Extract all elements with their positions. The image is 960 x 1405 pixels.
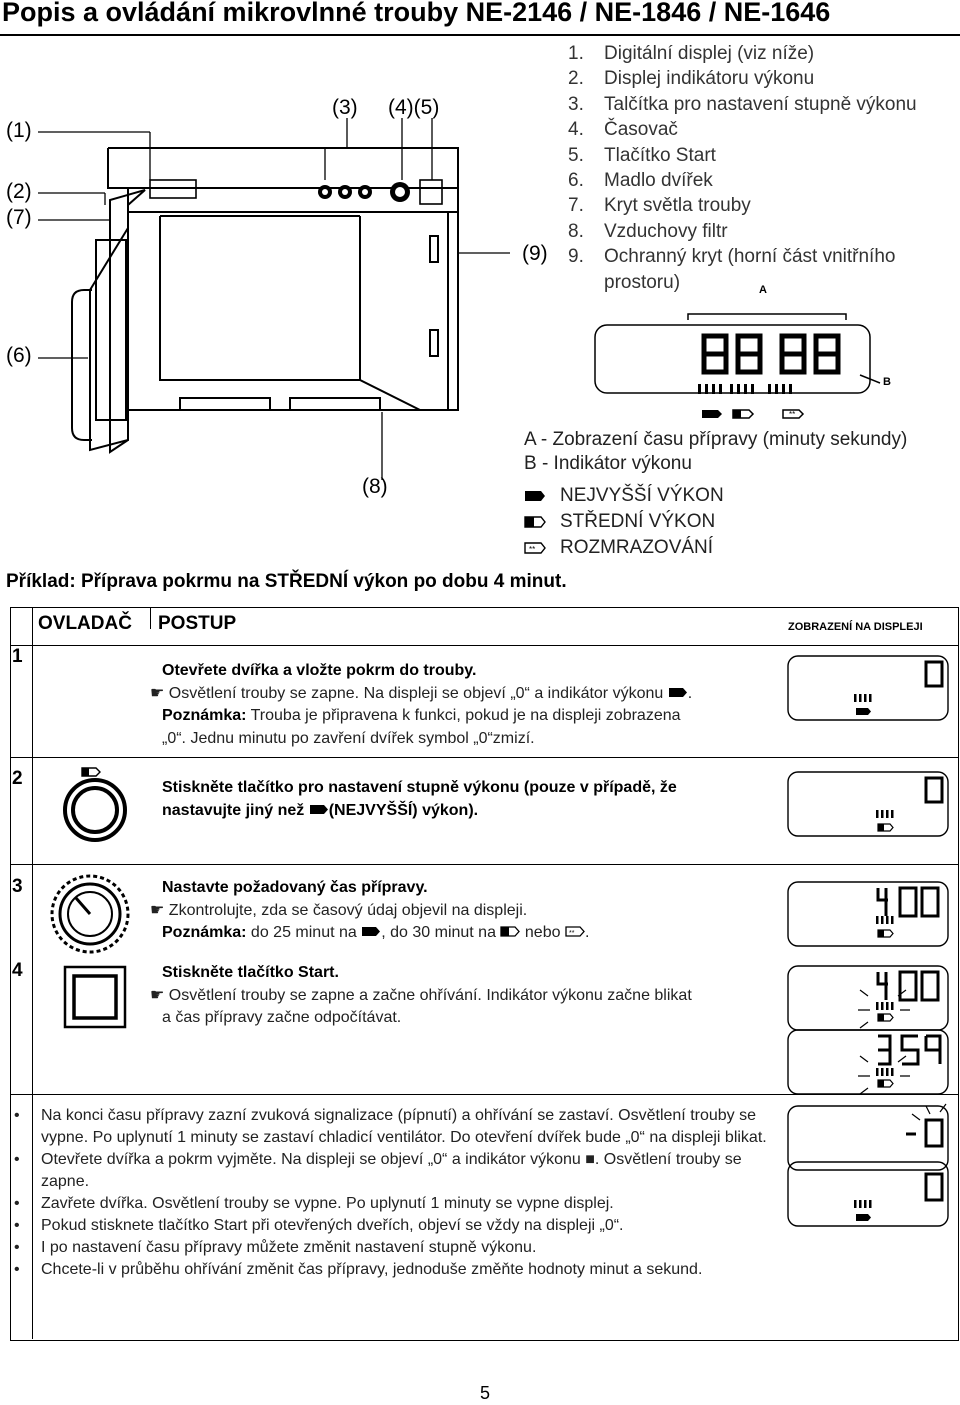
table-divider: [10, 645, 958, 646]
parts-list-item: 2. Displej indikátoru výkonu: [568, 68, 815, 90]
header-control: OVLADAČ: [38, 613, 132, 634]
step-3-text: Nastavte požadovaný čas přípravy. ☛ Zkontrolujte, zda se časový údaj objevil na displeji. Poznámka: do 25 minut na , do 30 minut na nebo ** .: [150, 879, 590, 941]
note-item: • Otevřete dvířka a pokrm vyjměte. Na displeji se objeví „0“ a indikátor výkonu ■. Osvětlení trouby se zapne.: [14, 1151, 742, 1190]
callout-7: (7): [6, 206, 32, 229]
header-procedure: POSTUP: [158, 613, 237, 634]
microwave-illustration: [0, 40, 520, 570]
title-rule: [0, 34, 960, 36]
hand-icon: ☛: [150, 986, 169, 1004]
svg-text:**: **: [568, 930, 575, 937]
display-step-4a: [788, 966, 948, 1030]
parts-list-item: prostoru): [604, 271, 681, 293]
high-power-icon: [361, 926, 381, 937]
callout-6: (6): [6, 344, 32, 367]
notes-list: [14, 1105, 779, 1281]
timer-dial-illustration: [46, 870, 136, 960]
medium-power-icon: [524, 516, 546, 528]
note-item: • Chcete-li v průběhu ohřívání změnit čas přípravy, jednoduše změňte hodnoty minut a sekund.: [14, 1261, 703, 1278]
parts-list-item: 5. Tlačítko Start: [568, 144, 716, 166]
legend-high: NEJVYŠŠÍ VÝKON: [524, 485, 724, 507]
page-number: 5: [480, 1383, 491, 1403]
note-item: • Na konci času přípravy zazní zvuková signalizace (pípnutí) a ohřívání se zastaví. Osvětlení trouby se vypne. Po uplynutí 1 minuty se zastaví chladicí ventilátor. Do otevření dvířek bude „0“ na displeji blikat.: [14, 1107, 767, 1146]
start-button-illustration: [62, 964, 132, 1034]
parts-list: [568, 41, 917, 295]
high-power-icon: [524, 490, 546, 502]
step-2-text: Stiskněte tlačítko pro nastavení stupně výkonu (pouze v případě, že nastavujte jiný než (NEJVYŠŠÍ) výkon).: [162, 779, 677, 819]
display-diagram: [590, 280, 960, 420]
example-title: Příklad: Příprava pokrmu na STŘEDNÍ výkon po dobu 4 minut.: [6, 571, 567, 592]
high-power-icon: [309, 804, 329, 815]
parts-list-item: 1. Digitální displej (viz níže): [568, 43, 815, 64]
note-item: • Zavřete dvířka. Osvětlení trouby se vypne. Po uplynutí 1 minuty se vypne displej.: [14, 1195, 614, 1212]
note-item: • I po nastavení času přípravy můžete změnit nastavení stupně výkonu.: [14, 1239, 537, 1256]
defrost-icon: [524, 542, 546, 554]
legend-defrost: ** ROZMRAZOVÁNÍ: [524, 537, 713, 559]
display-step-3: [788, 882, 948, 946]
high-power-icon: [668, 687, 688, 698]
parts-list-item: 7. Kryt světla trouby: [568, 195, 751, 217]
parts-list-item: 8. Vzduchovy filtr: [568, 220, 728, 242]
step-1-text: Otevřete dvířka a vložte pokrm do trouby. ☛ Osvětlení trouby se zapne. Na displeji se objeví „0“ a indikátor výkonu . Poznámka: Trouba je připravena k funkci, pokud je na displeji zobrazena „0“. Jednu minutu po zavření dvířek symbol „0“zmizí.: [150, 662, 693, 747]
legend-b: B - Indikátor výkonu: [524, 453, 692, 474]
step-number: 3: [12, 876, 23, 897]
legend-a: A - Zobrazení času přípravy (minuty sekundy): [524, 429, 908, 450]
header-display: ZOBRAZENÍ NA DISPLEJI: [788, 621, 923, 633]
parts-list-item: 9. Ochranný kryt (horní část vnitřního: [568, 246, 896, 268]
medium-power-icon: [500, 926, 520, 937]
display-end-blink: [788, 1106, 948, 1170]
parts-list-item: 3. Talčítka pro nastavení stupně výkonu: [568, 93, 917, 115]
step-4-text: Stiskněte tlačítko Start. ☛ Osvětlení trouby se zapne a začne ohřívání. Indikátor výkonu začne blikat a čas přípravy začne odpočítávat.: [150, 964, 692, 1026]
hand-icon: ☛: [150, 901, 169, 919]
callout-4-5: (4)(5): [388, 96, 440, 119]
parts-list-item: 6. Madlo dvířek: [568, 170, 713, 192]
callout-3: (3): [332, 96, 358, 119]
step-number: 2: [12, 768, 23, 789]
step-number: 4: [12, 960, 23, 981]
hand-icon: ☛: [150, 684, 169, 702]
parts-list-item: 4. Časovač: [568, 119, 678, 141]
callout-2: (2): [6, 180, 32, 203]
display-panels: [780, 648, 960, 1108]
page-title: Popis a ovládání mikrovlnné trouby NE-2146 / NE-1846 / NE-1646: [2, 0, 831, 27]
final-displays: [780, 1100, 960, 1250]
note-item: • Pokud stisknete tlačítko Start při otevřených dveřích, objeví se vždy na displeji „0“.: [14, 1217, 624, 1234]
callout-1: (1): [6, 119, 32, 142]
callout-9: (9): [522, 242, 548, 265]
display-step-2: [788, 772, 948, 836]
callout-8: (8): [362, 475, 388, 498]
display-label-a: A: [759, 284, 767, 296]
step-number: 1: [12, 646, 23, 667]
legend-medium: STŘEDNÍ VÝKON: [524, 511, 715, 533]
defrost-icon: [565, 926, 585, 937]
svg-text:**: **: [529, 545, 536, 554]
power-button-illustration: [60, 762, 130, 842]
table-divider: [150, 607, 151, 629]
svg-text:**: **: [789, 410, 796, 419]
display-label-b: B: [883, 376, 891, 388]
